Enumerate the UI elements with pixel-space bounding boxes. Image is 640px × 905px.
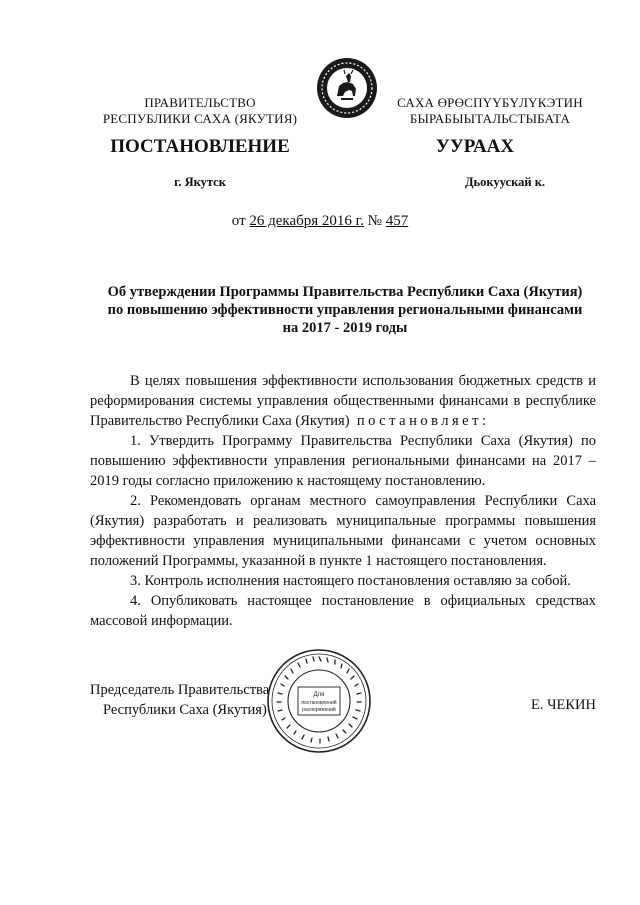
city-right: Дьокуускай к. — [464, 175, 546, 189]
signatory-position — [90, 680, 269, 720]
stamp-line2: постановлений — [301, 700, 337, 706]
date-line — [0, 213, 640, 230]
date-value: 26 декабря 2016 г. — [249, 213, 364, 229]
header-left — [90, 95, 310, 127]
stamp-line3: распоряжений — [302, 707, 336, 713]
header-right-line1: САХА ӨРӨСПҮҮБҮЛҮКЭТИН — [397, 95, 583, 110]
header-left-line2: РЕСПУБЛИКИ САХА (ЯКУТИЯ) — [102, 111, 298, 126]
doc-type-right: УУРААХ — [435, 136, 515, 157]
position-line1: Председатель Правительства — [90, 682, 270, 698]
title-line2: по повышению эффективности управления региональными финансами — [107, 302, 583, 318]
item-4: 4. Опубликовать настоящее постановление в официальных средствах массовой информации. — [90, 593, 596, 629]
document-title — [80, 283, 610, 337]
position-line2: Республики Саха (Якутия) — [103, 702, 267, 718]
item-3: 3. Контроль исполнения настоящего постановления оставляю за собой. — [130, 573, 571, 589]
decree-word: постановляет: — [356, 413, 490, 429]
city-left: г. Якутск — [174, 175, 226, 189]
stamp-line1: Для — [313, 692, 325, 698]
official-stamp — [265, 647, 373, 755]
signatory-name: Е. ЧЕКИН — [530, 697, 596, 713]
title-line1: Об утверждении Программы Правительства Республики Саха (Якутия) — [107, 284, 583, 300]
date-prefix: от — [231, 213, 246, 229]
header-right-line2: БЫРАБЫЫТАЛЬСТЫБАТА — [409, 111, 571, 126]
intro-paragraph — [90, 371, 596, 431]
intro-text: В целях повышения эффективности использования бюджетных средств и реформирования системы управления общественными финансами в республике Правительство Республики Саха (Якутия) — [90, 373, 596, 429]
number-sign: № — [367, 213, 382, 229]
item-2: 2. Рекомендовать органам местного самоуправления Республики Саха (Якутия) разработать и реализовать муниципальные программы повышения эффективности управления муниципальными финансами с учетом основных положений Программы, указанной в пункте 1 настоящего постановления. — [90, 493, 596, 569]
title-line3: на 2017 - 2019 годы — [282, 320, 408, 336]
doc-type-left: ПОСТАНОВЛЕНИЕ — [110, 136, 290, 157]
item-1: 1. Утвердить Программу Правительства Республики Саха (Якутия) по повышению эффективности управления региональными финансами на 2017 – 2019 годы согласно приложению к настоящему постановлению. — [90, 433, 596, 489]
header-right — [385, 95, 595, 127]
document-number: 457 — [385, 213, 409, 229]
emblem-icon — [315, 56, 379, 120]
document-body — [90, 371, 596, 631]
header-left-line1: ПРАВИТЕЛЬСТВО — [144, 95, 256, 110]
